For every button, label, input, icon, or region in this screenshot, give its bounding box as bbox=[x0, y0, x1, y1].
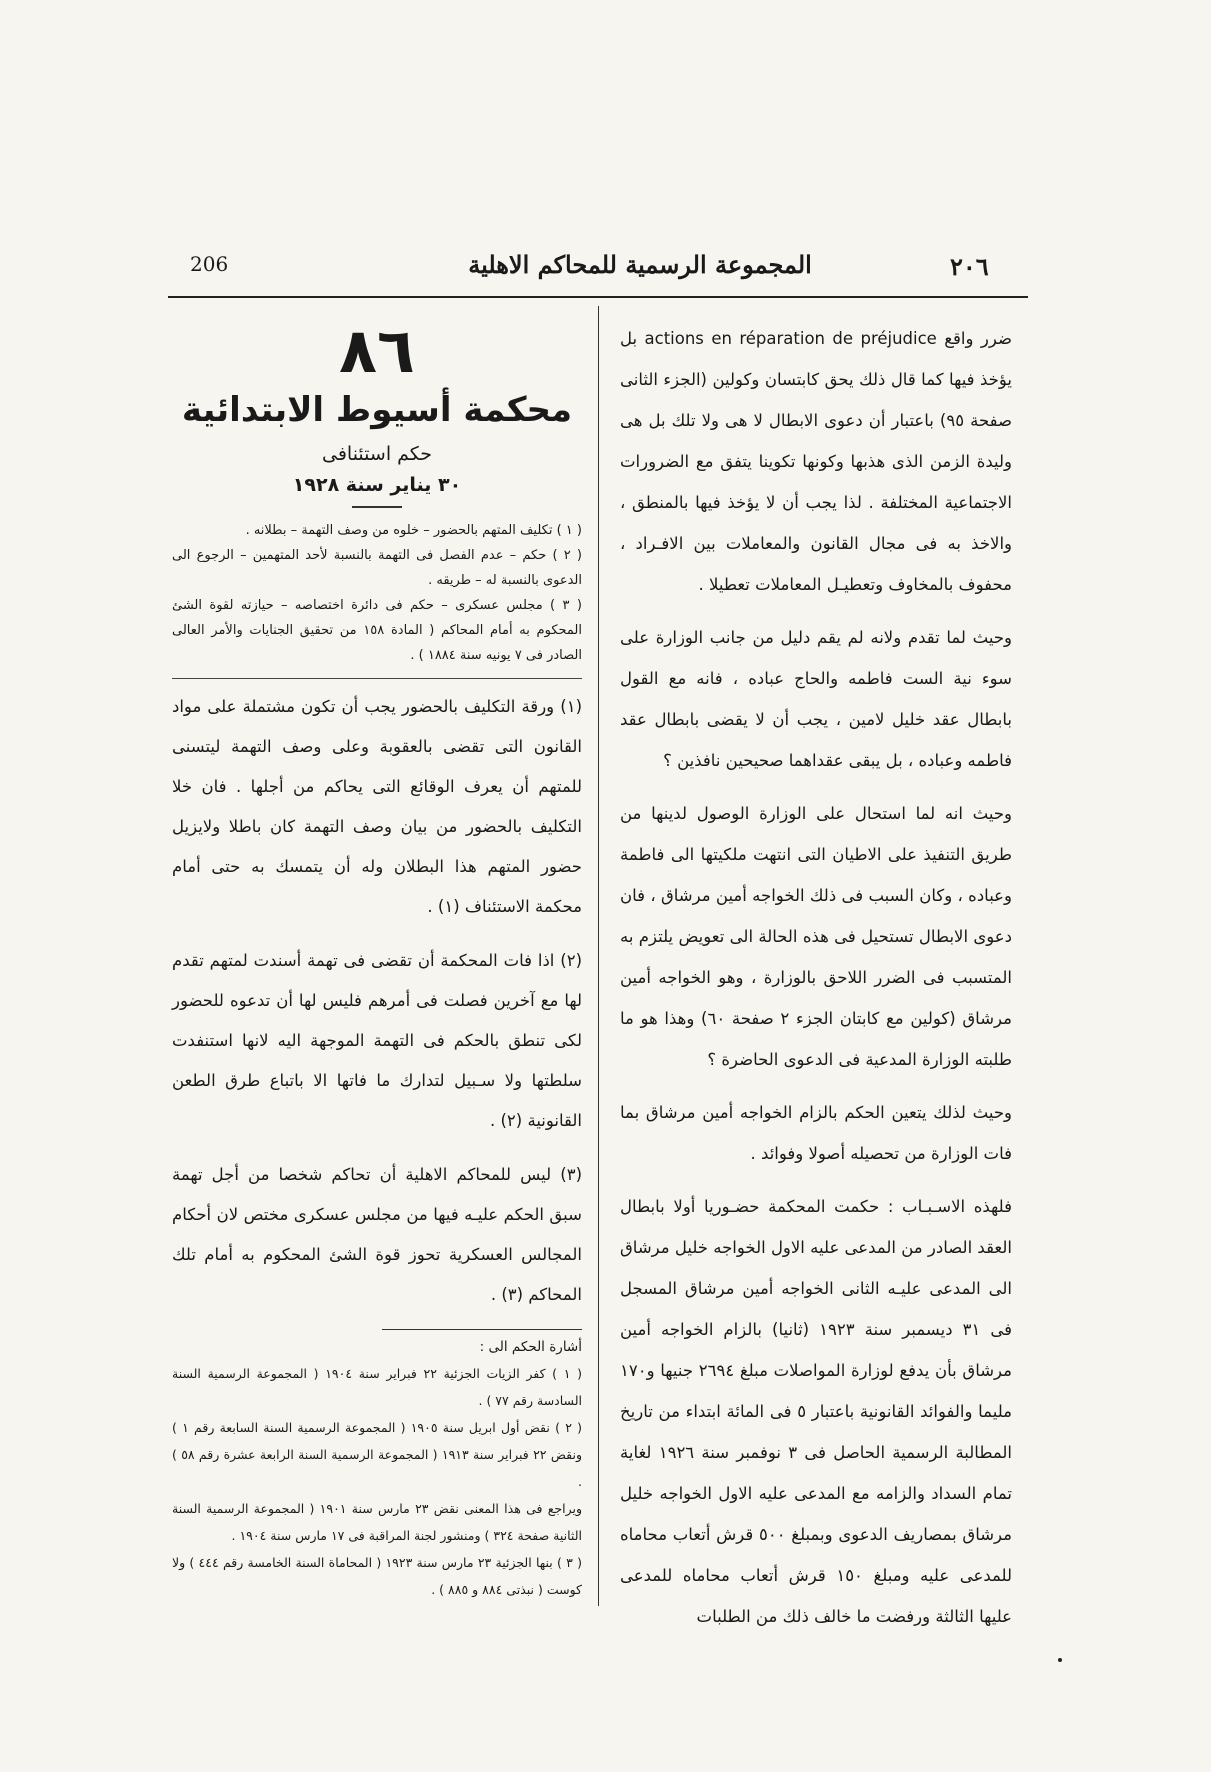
reference-item: ( ٢ ) نقض أول ابريل سنة ١٩٠٥ ( المجموعة الرسمية السنة السابعة رقم ١ ) ونقض ٢٢ فبراير سنة ١٩١٣ ( المجموعة الرسمية السنة الرابعة عشرة رقم ٥٨ ) . bbox=[172, 1420, 583, 1489]
holding-paragraph: (٣) ليس للمحاكم الاهلية أن تحاكم شخصا من أجل تهمة سبق الحكم عليـه فيها من مجلس عسكرى مختص لان أحكام المجالس العسكرية تحوز قوة الشئ المحكوم به أمام تلك المحاكم (٣) . bbox=[172, 1165, 582, 1304]
holding-paragraph: (٢) اذا فات المحكمة أن تقضى فى تهمة أسندت لمتهم تقدم لها مع آخرين فصلت فى أمرهم فليس لها أن تدعوه للحضور لكى تنطق بالحكم فى التهمة الموجهة اليه لانها استنفدت سلطتها ولا سـبيل لتدارك ما فاتها الا باتباع طرق الطعن القانونية (٢) . bbox=[172, 951, 582, 1130]
judgment-date: ٣٠ يناير سنة ١٩٢٨ bbox=[292, 474, 462, 496]
title-rule bbox=[352, 506, 402, 508]
column-divider bbox=[598, 306, 599, 1606]
stray-ink-mark bbox=[1058, 1658, 1062, 1662]
case-number: ٨٦ bbox=[339, 314, 415, 387]
left-column bbox=[172, 316, 582, 1603]
reference-item: ويراجع فى هذا المعنى نقض ٢٣ مارس سنة ١٩٠١ ( المجموعة الرسمية السنة الثانية صفحة ٣٢٤ ) ومنشور لجنة المراقبة فى ١٧ مارس سنة ١٩٠٤ . bbox=[172, 1501, 583, 1543]
body-paragraph: وحيث لما تقدم ولانه لم يقم دليل من جانب الوزارة على سوء نية الست فاطمه والحاج عباده ، فانه مع القول بابطال عقد خليل لامين ، يجب أن لا يقضى بابطال عقد فاطمه وعباده ، بل يبقى عقداهما صحيحين نافذين ؟ bbox=[620, 628, 1012, 770]
summary-item: ( ٢ ) حكم – عدم الفصل فى التهمة بالنسبة لأحد المتهمين – الرجوع الى الدعوى بالنسبة له – طريقه . bbox=[172, 548, 582, 588]
summary-item: ( ١ ) تكليف المتهم بالحضور – خلوه من وصف التهمة – بطلانه . bbox=[245, 523, 582, 538]
references-heading: أشارة الحكم الى : bbox=[479, 1339, 582, 1355]
reference-item: ( ١ ) كفر الزيات الجزئية ٢٢ فبراير سنة ١٩٠٤ ( المجموعة الرسمية السنة السادسة رقم ٧٧ ) . bbox=[172, 1366, 582, 1408]
references-rule bbox=[382, 1329, 582, 1330]
judgment-type: حكم استئنافى bbox=[321, 443, 433, 465]
publication-title: المجموعة الرسمية للمحاكم الاهلية bbox=[468, 250, 812, 279]
page-number-latin: 206 bbox=[190, 252, 229, 276]
right-column bbox=[620, 318, 1012, 1649]
reference-item: ( ٣ ) بنها الجزئية ٢٣ مارس سنة ١٩٢٣ ( المحاماة السنة الخامسة رقم ٤٤٤ ) ولا كوست ( نبذتى ٨٨٤ و ٨٨٥ ) . bbox=[172, 1555, 582, 1597]
page-number-arabic: ٢٠٦ bbox=[950, 252, 989, 281]
judgment-operative-paragraph: فلهذه الاسـبـاب : حكمت المحكمة حضـوريا أولا بابطال العقد الصادر من المدعى عليه الاول الخواجه خليل مرشاق الى المدعى عليـه الثانى الخواجه أمين مرشاق المسجل فى ٣١ ديسمبر سنة ١٩٢٣ (ثانيا) بالزام الخواجه أمين مرشاق بأن يدفع لوزارة المواصلات مبلغ ٢٦٩٤ جنيها و١٧٠ مليما والفوائد القانونية باعتبار ٥ فى المائة ابتداء من تاريخ المطالبة الرسمية الحاصل فى ٣ نوفمبر سنة ١٩٢٦ لغاية تمام السداد والزامه مع المدعى عليه الاول الخواجه خليل مرشاق بمصاريف الدعوى وبمبلغ ٥٠٠ قرش أتعاب محاماه للمدعى عليه ومبلغ ١٥٠ قرش أتعاب محاماه للمدعى عليها الثالثة ورفضت ما خالف ذلك من الطلبات bbox=[620, 1197, 1013, 1626]
body-paragraph: ضرر واقع actions en réparation de préjudice بل يؤخذ فيها كما قال ذلك يحق كابتسان وكولين (الجزء الثانى صفحة ٩٥) باعتبار أن دعوى الابطال لا هى ولا تلك بل هى وليدة الزمن الذى هذبها وكونها تكوينا يتفق مع الضرورات الاجتماعية المختلفة . لذا يجب أن لا يؤخذ فيها بالمنطق ، والاخذ به فى مجال القانون والمعاملات بين الافـراد ، محفوف بالمخاوف وتعطيـل المعاملات تعطيلا . bbox=[620, 329, 1012, 594]
header-rule bbox=[168, 296, 1028, 298]
court-name: محكمة أسيوط الابتدائية bbox=[181, 390, 573, 430]
holding-paragraph: (١) ورقة التكليف بالحضور يجب أن تكون مشتملة على مواد القانون التى تقضى بالعقوبة وعلى وصف التهمة ليتسنى للمتهم أن يعرف الوقائع التى يحاكم من أجلها . فان خلا التكليف بالحضور من بيان وصف التهمة كان باطلا ولايزيل حضور المتهم هذا البطلان وله أن يتمسك به حتى أمام محكمة الاستئناف (١) . bbox=[172, 678, 582, 927]
summary-item: ( ٣ ) مجلس عسكرى – حكم فى دائرة اختصاصه – حيازته لقوة الشئ المحكوم به أمام المحاكم ( المادة ١٥٨ من تحقيق الجنايات والأمر العالى الصادر فى ٧ يونيه سنة ١٨٨٤ ) . bbox=[172, 598, 582, 663]
body-paragraph: وحيث انه لما استحال على الوزارة الوصول لدينها من طريق التنفيذ على الاطيان التى انتهت ملكيتها الى فاطمة وعباده ، وكان السبب فى ذلك الخواجه أمين مرشاق ، فان دعوى الابطال تستحيل فى هذه الحالة الى تعويض يلتزم به المتسبب فى الضرر اللاحق بالوزارة ، وهو الخواجه أمين مرشاق (كولين مع كابتان الجزء ٢ صفحة ٦٠) وهذا هو ما طلبته الوزارة المدعية فى الدعوى الحاضرة ؟ bbox=[620, 804, 1012, 1069]
body-paragraph: وحيث لذلك يتعين الحكم بالزام الخواجه أمين مرشاق بما فات الوزارة من تحصيله أصولا وفوائد . bbox=[620, 1103, 1012, 1163]
